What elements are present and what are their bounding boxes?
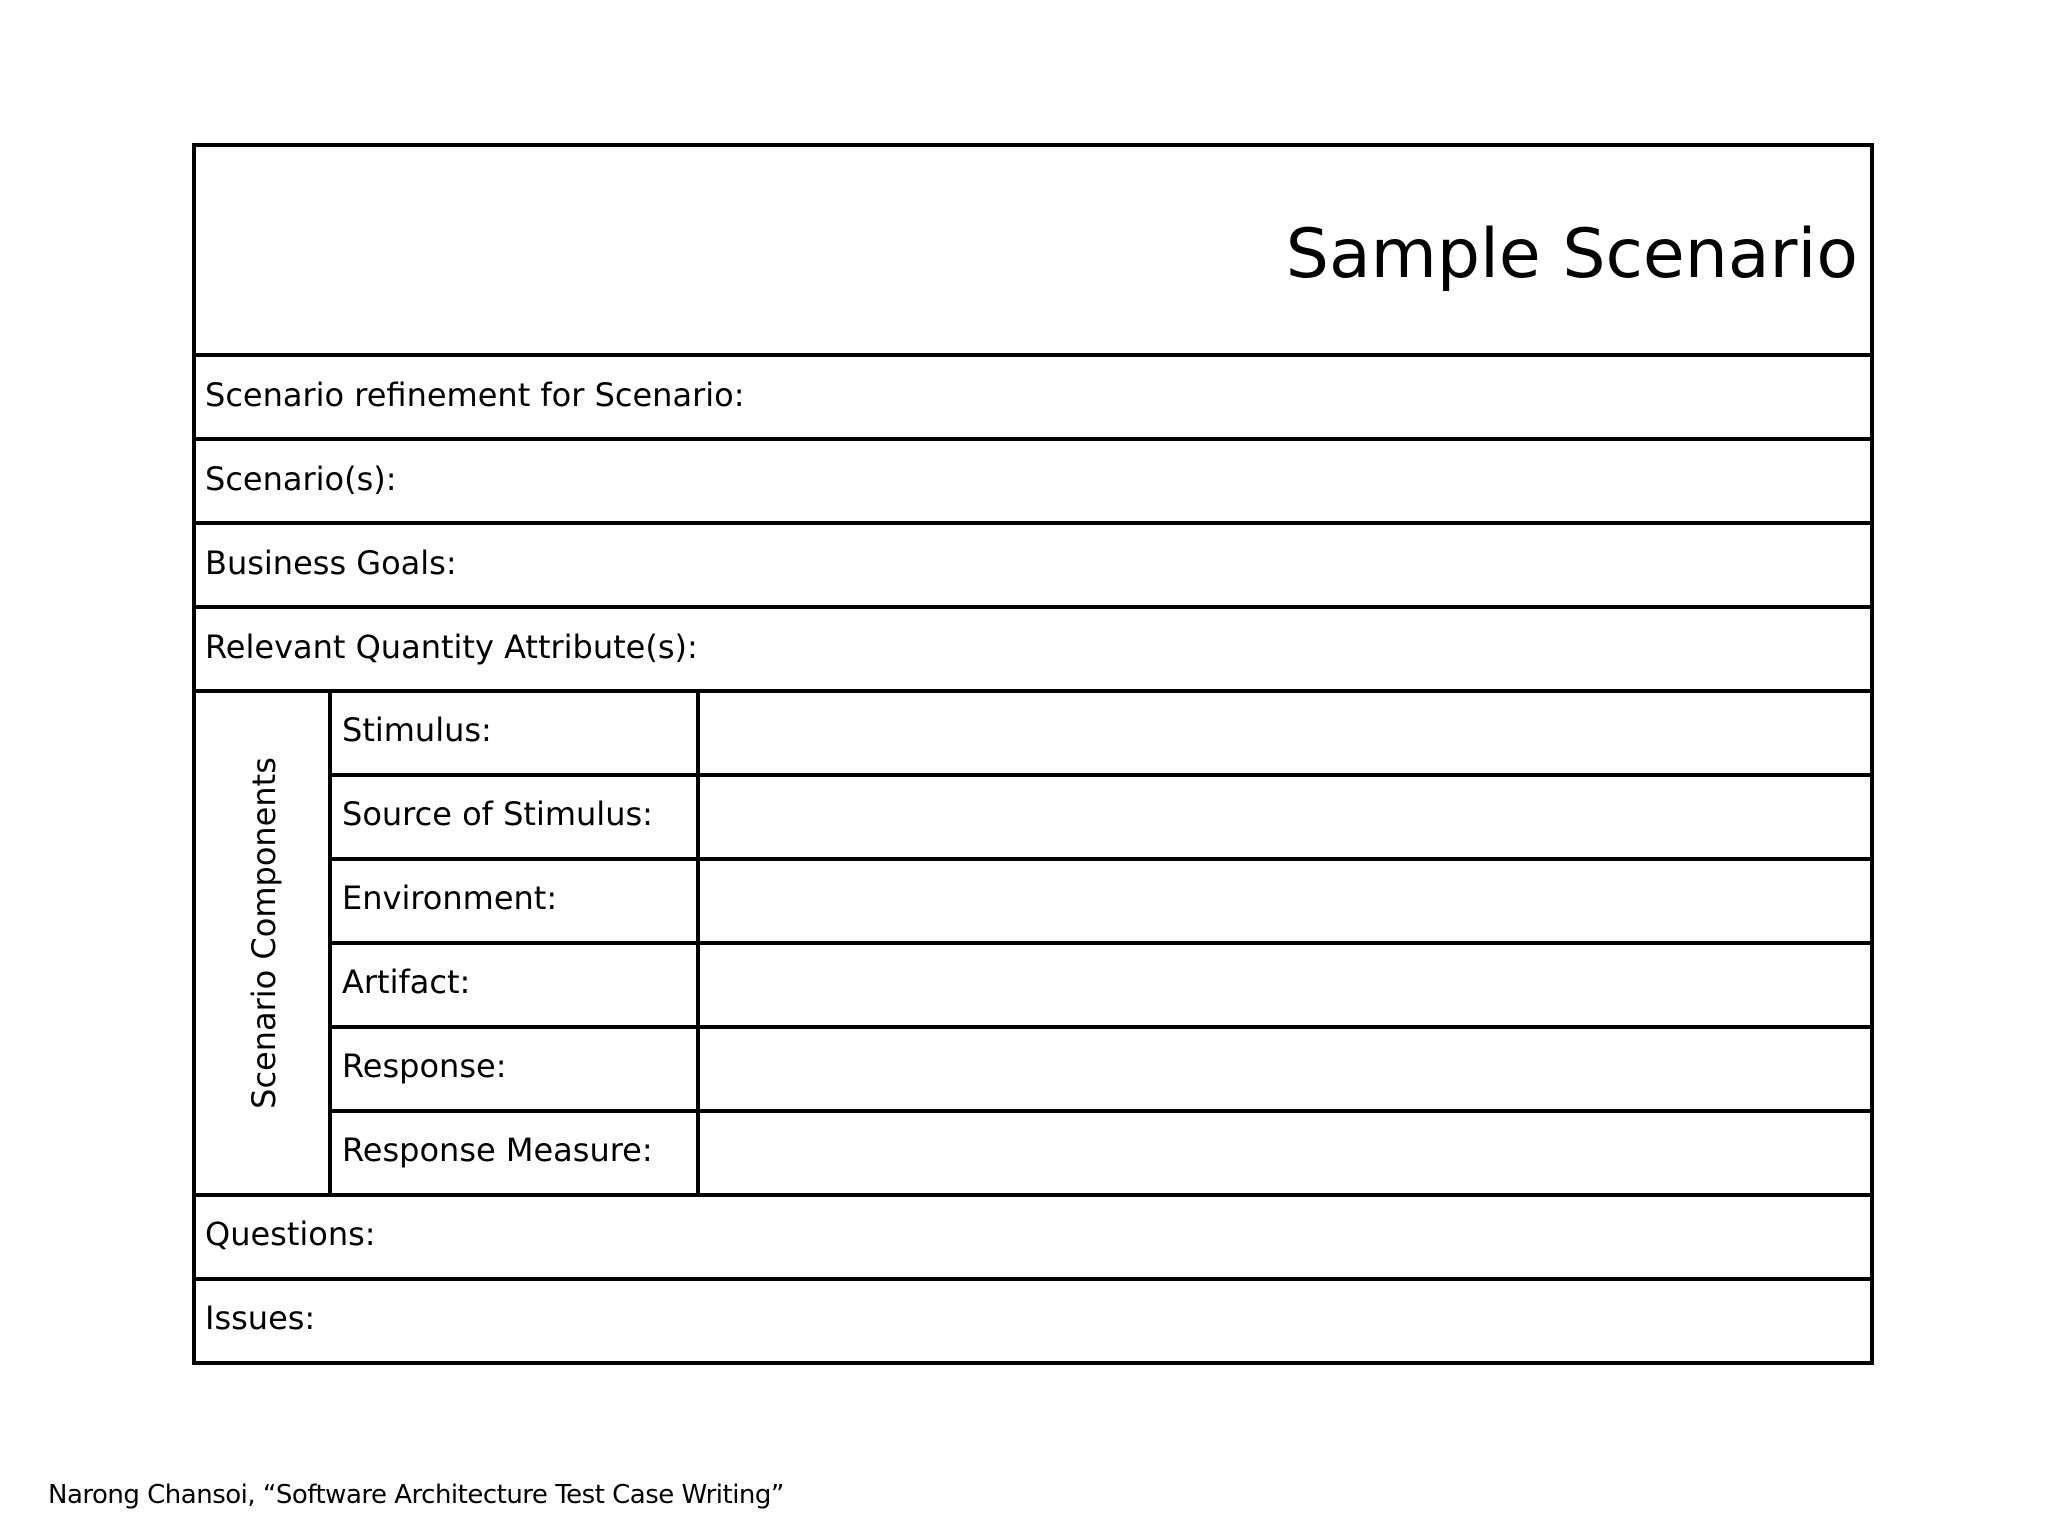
scenarios-label: Scenario(s): <box>205 460 397 498</box>
row-divider <box>196 437 1870 441</box>
source-of-stimulus-value-cell <box>704 777 1870 857</box>
row-divider <box>196 605 1870 609</box>
refinement-label: Scenario refinement for Scenario: <box>205 376 745 414</box>
stimulus-label: Stimulus: <box>342 711 492 749</box>
row-divider <box>196 521 1870 525</box>
response-measure-label: Response Measure: <box>342 1131 653 1169</box>
environment-value-cell <box>704 861 1870 941</box>
quantity-attributes-label: Relevant Quantity Attribute(s): <box>205 628 698 666</box>
source-of-stimulus-label: Source of Stimulus: <box>342 795 653 833</box>
scenario-components-label: Scenario Components <box>245 757 283 1109</box>
component-column-divider <box>328 689 332 1197</box>
business-goals-label: Business Goals: <box>205 544 457 582</box>
row-divider <box>196 1277 1870 1281</box>
environment-label: Environment: <box>342 879 558 917</box>
row-divider <box>196 353 1870 357</box>
issues-label: Issues: <box>205 1299 316 1337</box>
citation-footer: Narong Chansoi, “Software Architecture Test Case Writing” <box>48 1480 784 1510</box>
response-value-cell <box>704 1029 1870 1109</box>
row-divider <box>196 1193 1870 1197</box>
questions-label: Questions: <box>205 1215 376 1253</box>
response-label: Response: <box>342 1047 507 1085</box>
component-column-divider <box>696 689 700 1197</box>
scenario-form-table <box>192 143 1874 1365</box>
artifact-label: Artifact: <box>342 963 471 1001</box>
stimulus-value-cell <box>704 693 1870 773</box>
artifact-value-cell <box>704 945 1870 1025</box>
response-measure-value-cell <box>704 1113 1870 1193</box>
form-title: Sample Scenario <box>1285 215 1858 294</box>
